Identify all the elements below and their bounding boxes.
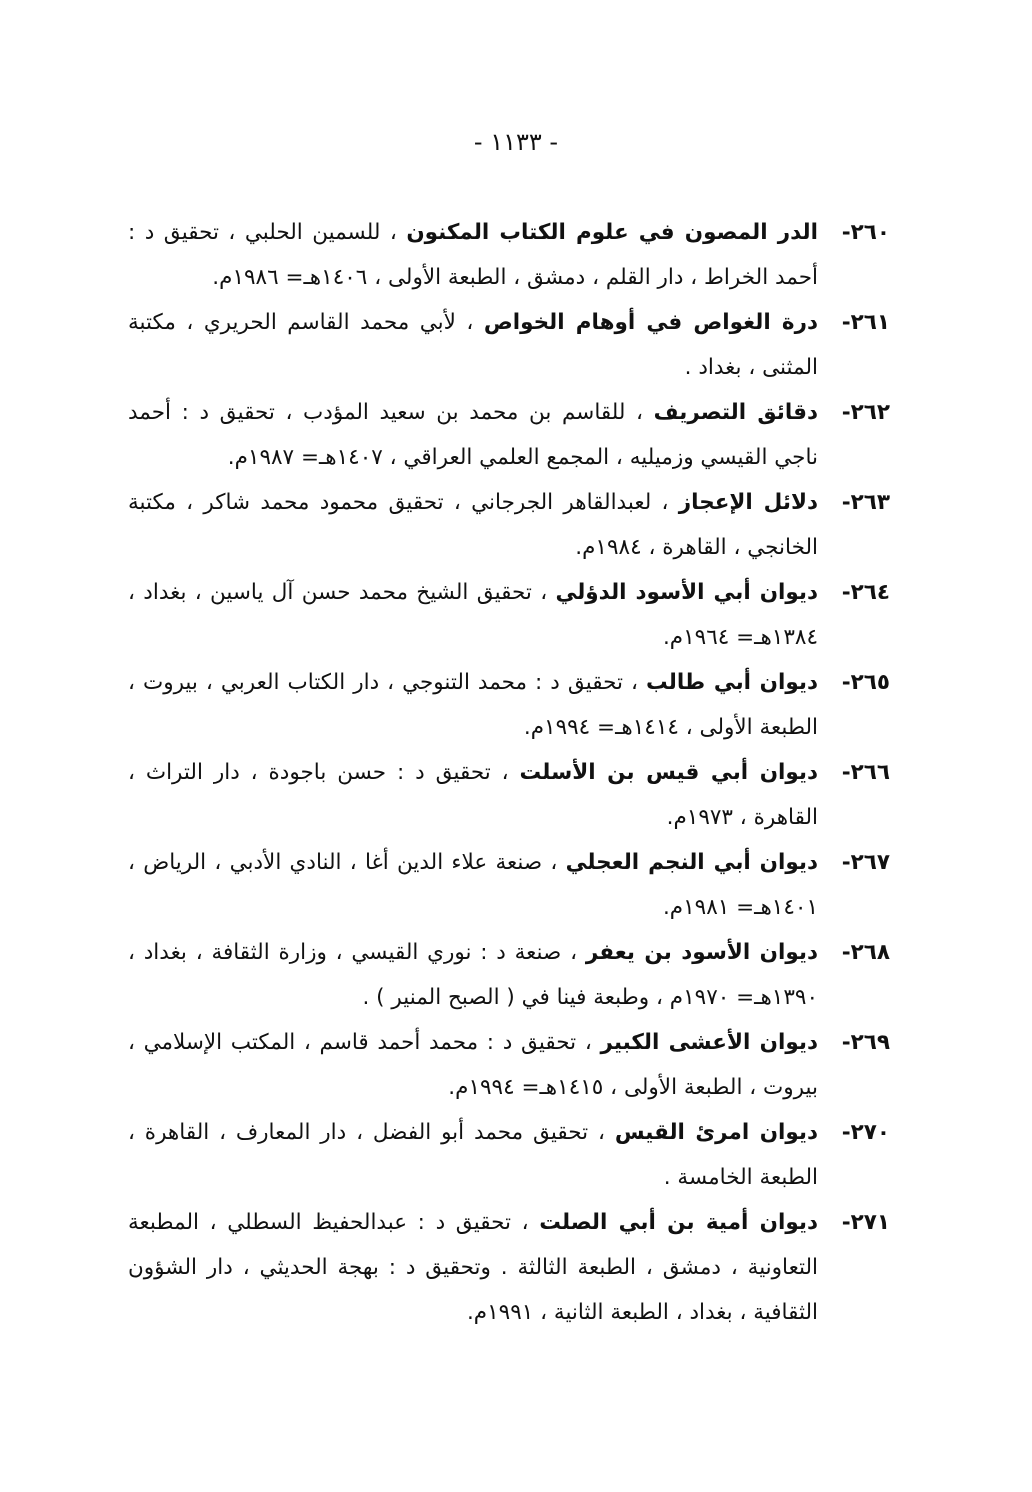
reference-entry [128,570,890,660]
entry-details: ، تحقيق د : محمد أحمد قاسم ، المكتب الإسلامي ، بيروت ، الطبعة الأولى ، ١٤١٥هـ= ١٩٩٤م. [128,1030,818,1100]
reference-entry [128,1110,890,1200]
entry-number: ٢٦٢- [841,400,890,425]
entry-text [128,660,818,750]
entry-number: ٢٦٠- [841,220,890,245]
entry-details: ، صنعة د : نوري القيسي ، وزارة الثقافة ، بغداد ، ١٣٩٠هـ= ١٩٧٠م ، وطبعة فينا في ( الصبح المنير ) . [128,940,818,1010]
reference-entry [128,480,890,570]
entry-title: ديوان أبي طالب [646,670,818,695]
entry-title: دلائل الإعجاز [678,490,818,515]
entry-details: ، صنعة علاء الدين أغا ، النادي الأدبي ، الرياض ، ١٤٠١هـ= ١٩٨١م. [128,850,818,920]
entry-number: ٢٧٠- [841,1120,890,1145]
entry-title: الدر المصون في علوم الكتاب المكنون [406,220,818,245]
entry-text [128,390,818,480]
reference-entry [128,1020,890,1110]
entry-text [128,570,818,660]
reference-entry [128,750,890,840]
entry-details: ، للقاسم بن محمد بن سعيد المؤدب ، تحقيق د : أحمد ناجي القيسي وزميليه ، المجمع العلمي العراقي ، ١٤٠٧هـ= ١٩٨٧م. [128,400,818,470]
entry-text [128,480,818,570]
entry-number: ٢٦٨- [841,940,890,965]
entry-title: ديوان أبي النجم العجلي [565,850,818,875]
reference-entry [128,390,890,480]
entry-details: ، لعبدالقاهر الجرجاني ، تحقيق محمود محمد شاكر ، مكتبة الخانجي ، القاهرة ، ١٩٨٤م. [128,490,818,560]
entry-details: ، تحقيق الشيخ محمد حسن آل ياسين ، بغداد ، ١٣٨٤هـ= ١٩٦٤م. [128,580,818,650]
entry-title: دقائق التصريف [653,400,819,425]
entry-title: ديوان الأعشى الكبير [600,1030,818,1055]
reference-list [128,210,890,1335]
entry-details: ، للسمين الحلبي ، تحقيق د : أحمد الخراط ، دار القلم ، دمشق ، الطبعة الأولى ، ١٤٠٦هـ= ١٩٨٦م. [128,220,818,290]
entry-number: ٢٦٤- [841,580,890,605]
entry-text [128,930,818,1020]
entry-title: ديوان أبي قيس بن الأسلت [519,760,818,785]
entry-text [128,1020,818,1110]
entry-number: ٢٦٦- [841,760,890,785]
entry-details: ، تحقيق د : عبدالحفيظ السطلي ، المطبعة التعاونية ، دمشق ، الطبعة الثالثة . وتحقيق د : بهجة الحديثي ، دار الشؤون الثقافية ، بغداد ، الطبعة الثانية ، ١٩٩١م. [128,1210,818,1325]
entry-title: ديوان امرئ القيس [614,1120,819,1145]
entry-text [128,1200,818,1335]
entry-number: ٢٦٩- [841,1030,890,1055]
entry-details: ، تحقيق د : محمد التنوجي ، دار الكتاب العربي ، بيروت ، الطبعة الأولى ، ١٤١٤هـ= ١٩٩٤م. [128,670,818,740]
entry-details: ، تحقيق محمد أبو الفضل ، دار المعارف ، القاهرة ، الطبعة الخامسة . [128,1120,818,1190]
reference-entry [128,1200,890,1335]
entry-title: درة الغواص في أوهام الخواص [483,310,818,335]
entry-number: ٢٦٧- [841,850,890,875]
entry-number: ٢٦٥- [841,670,890,695]
entry-number: ٢٦٣- [841,490,890,515]
reference-entry [128,660,890,750]
entry-title: ديوان أبي الأسود الدؤلي [555,580,819,605]
reference-entry [128,840,890,930]
entry-details: ، تحقيق د : حسن باجودة ، دار التراث ، القاهرة ، ١٩٧٣م. [128,760,818,830]
entry-details: ، لأبي محمد القاسم الحريري ، مكتبة المثنى ، بغداد . [128,310,818,380]
reference-entry [128,930,890,1020]
entry-number: ٢٦١- [841,310,890,335]
entry-number: ٢٧١- [841,1210,890,1235]
entry-title: ديوان الأسود بن يعفر [585,940,818,965]
reference-entry [128,300,890,390]
entry-text [128,840,818,930]
entry-text [128,210,818,300]
reference-entry [128,210,890,300]
page-number: - ١١٣٣ - [473,128,559,156]
entry-text [128,1110,818,1200]
entry-title: ديوان أمية بن أبي الصلت [539,1210,818,1235]
entry-text [128,300,818,390]
entry-text [128,750,818,840]
